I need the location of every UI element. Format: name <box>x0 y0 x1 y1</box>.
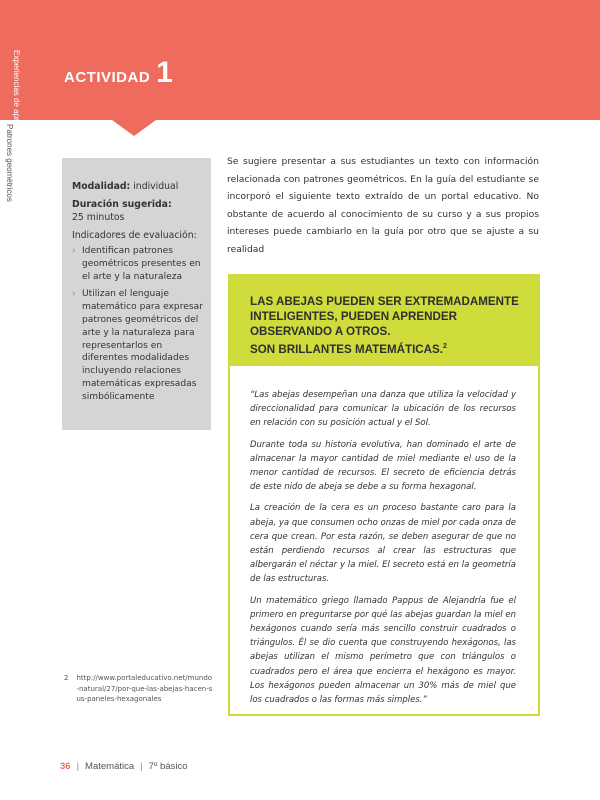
bullet-icon: › <box>72 246 76 256</box>
indicador-text: Utilizan el lenguaje matemático para expresar patrones geométricos del arte y la naturaleza para representarlos en diferentes modalidades incluyendo relaciones matemáticas expresadas simbólicamente <box>82 289 203 402</box>
quote-paragraph: “Las abejas desempeñan una danza que utiliza la velocidad y direccionalidad para comunicar la ubicación de los recursos en relación con su posición actual y el Sol. <box>250 390 516 429</box>
bullet-icon: › <box>72 289 76 300</box>
reading-title-line2: SON BRILLANTES MATEMÁTICAS. <box>250 342 444 356</box>
quote-paragraph: La creación de la cera es un proceso bastante caro para la abeja, ya que consumen ocho onzas de miel por cada onza de cera que crean. Por esta razón, se deben asegurar de que no están perdiendo recursos al crear las estructuras que albergarán el néctar y la miel. El secreto está en la geometría de las estructuras. <box>250 503 516 585</box>
page-number: 36 <box>60 761 71 772</box>
info-box-content <box>72 180 204 409</box>
modalidad-label: Modalidad: <box>72 181 131 192</box>
activity-heading <box>64 58 173 88</box>
duracion-label: Duración sugerida: <box>72 199 172 210</box>
footer-separator: | <box>140 761 143 772</box>
reading-quote <box>250 388 516 714</box>
footer-separator: | <box>76 761 80 772</box>
footnote-number: 2 <box>64 674 69 682</box>
indicadores-label: Indicadores de evaluación: <box>72 230 197 241</box>
duracion-value: 25 minutos <box>72 212 125 223</box>
activity-number: 1 <box>156 56 173 89</box>
list-item <box>72 245 204 283</box>
side-section-label: Experiencias de aprendizaje <box>12 50 21 151</box>
reading-title-line1: LAS ABEJAS PUEDEN SER EXTREMADAMENTE INTELIGENTES, PUEDEN APRENDER OBSERVANDO A OTROS. <box>250 295 519 338</box>
info-box <box>62 158 211 430</box>
footer-grade: 7º básico <box>148 761 188 772</box>
intro-paragraph: Se sugiere presentar a sus estudiantes un texto con información relacionada con patrones geométricos. En la guía del estudiante se incorporó el siguiente texto extraído de un portal educativo. No obstante de acuerdo al conocimiento de su curso y a sus propios intereses puede cambiarlo en la guía por otro que se ajuste a su realidad <box>227 156 539 255</box>
footnote-ref: 2 <box>443 343 447 350</box>
indicadores-list <box>72 245 204 404</box>
footnote-url: http://www.portaleducativo.net/mundo-natural/27/por-que-las-abejas-hacen-sus-paneles-hexagonales <box>76 674 213 703</box>
duracion-line <box>72 198 204 224</box>
reading-title-box <box>228 274 540 366</box>
list-item <box>72 288 204 403</box>
side-topic-label: Patrones geométricos <box>5 124 14 202</box>
activity-word: ACTIVIDAD <box>64 69 151 86</box>
reading-title <box>250 294 530 357</box>
page-footer <box>60 761 187 772</box>
footnote <box>64 673 214 705</box>
banner-notch <box>112 120 156 136</box>
modalidad-value: individual <box>133 181 179 192</box>
quote-paragraph: Durante toda su historia evolutiva, han dominado el arte de almacenar la mayor cantidad de miel mediante el uso de la menor cantidad de recursos. El secreto de eficiencia detrás de este nido de abeja se debe a su forma hexagonal. <box>250 439 516 493</box>
modalidad-line <box>72 180 204 193</box>
side-vertical-labels <box>1 50 29 220</box>
footer-subject: Matemática <box>85 761 135 772</box>
indicador-text: Identifican patrones geométricos presentes en el arte y la naturaleza <box>82 246 201 282</box>
quote-paragraph: Un matemático griego llamado Pappus de Alejandría fue el primero en preguntarse por qué las abejas guardan la miel en hexágonos cuando sería más sencillo construir cuadrados o triángulos. Él se dio cuenta que construyendo hexágonos, las abejas utilizan el mismo perímetro que con triángulos o cuadrados pero el área que encierra el hexágono es mayor. Los hexágonos pueden almacenar un 30% más de miel que los cuadrados o las formas más simples.” <box>250 595 516 706</box>
